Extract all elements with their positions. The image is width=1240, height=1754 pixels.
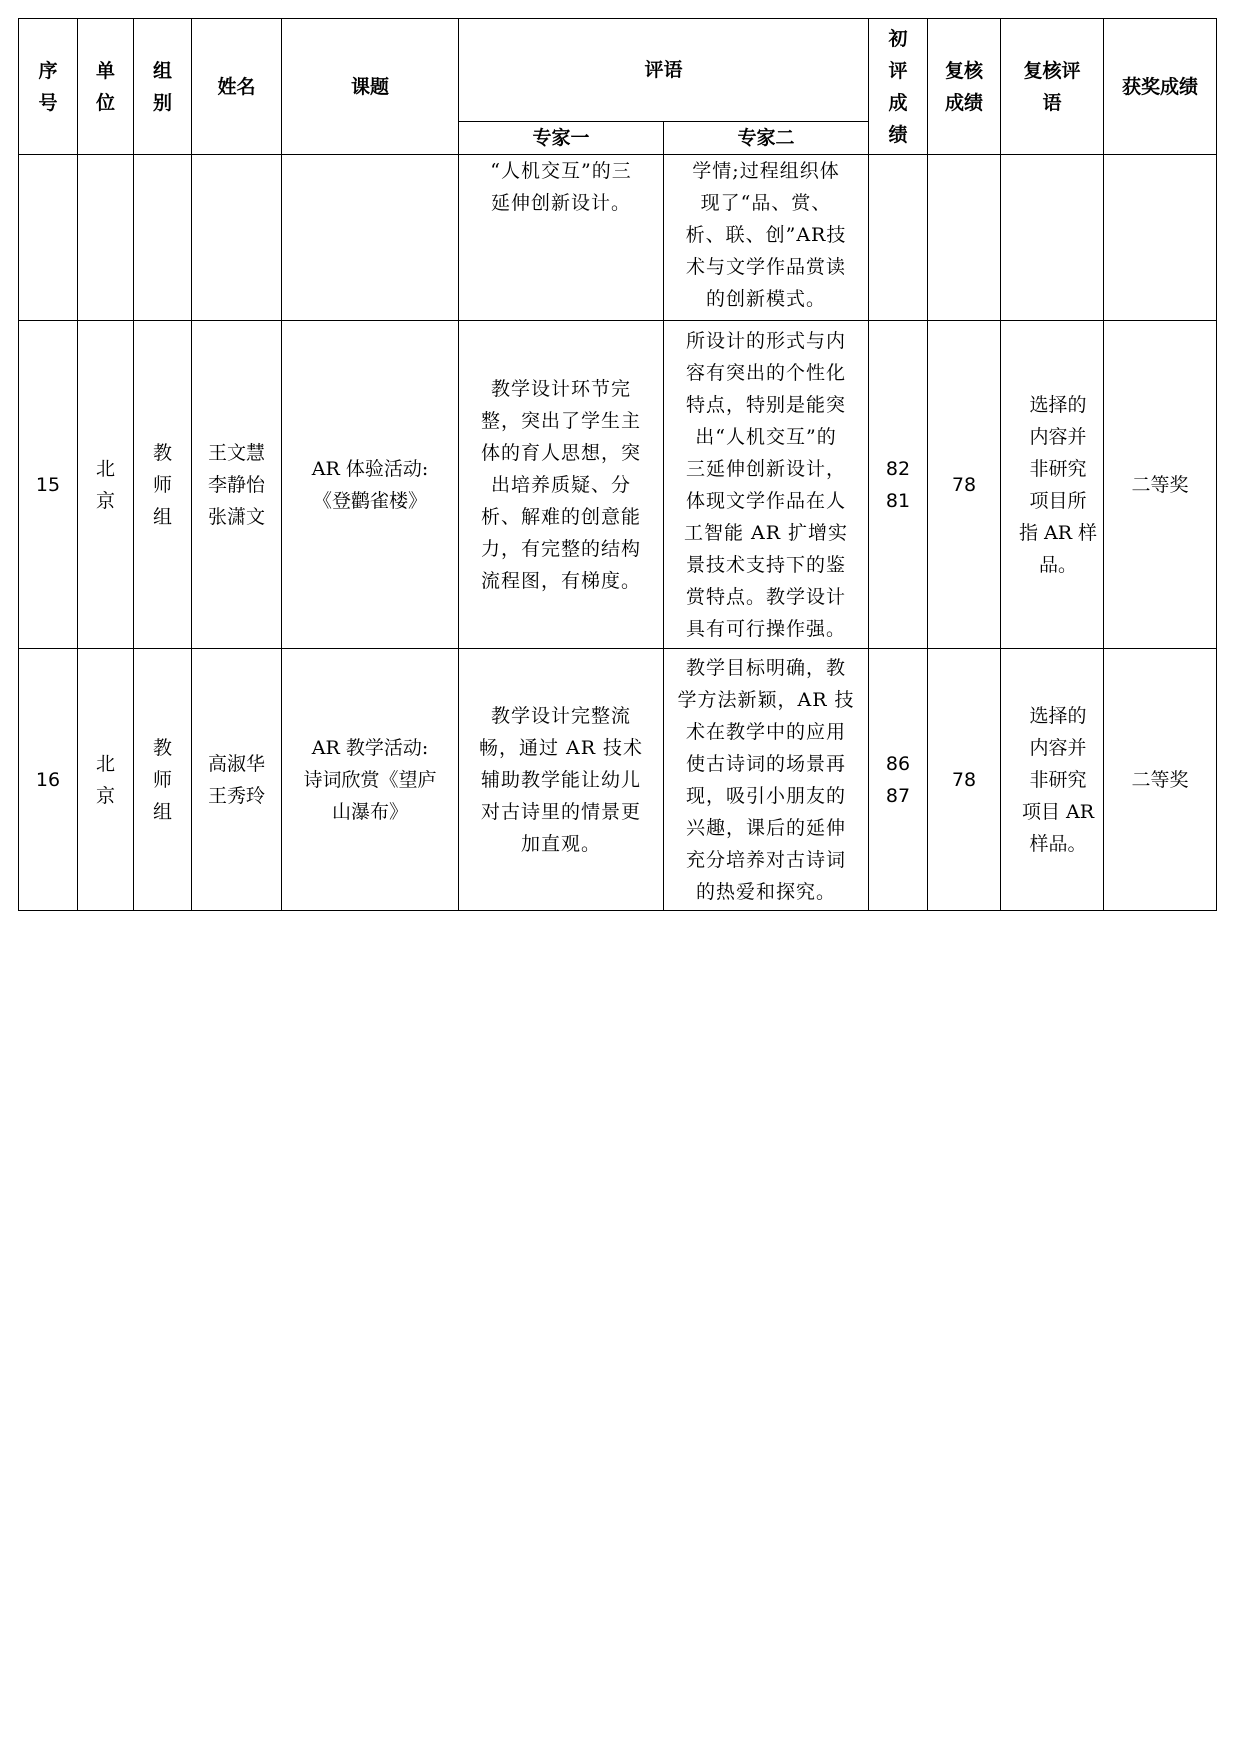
header-review-score: 复核 成绩 — [928, 19, 1001, 155]
row-review-comment: 选择的 内容并 非研究 项目所 指 AR 样 品。 — [1001, 321, 1104, 649]
header-unit: 单 位 — [78, 19, 134, 155]
cont-unit — [78, 155, 134, 321]
row-review-score: 78 — [928, 321, 1001, 649]
row-names: 王文慧 李静怡 张潇文 — [192, 321, 282, 649]
header-group: 组 别 — [134, 19, 192, 155]
cont-initial-score — [869, 155, 928, 321]
row-unit: 北 京 — [78, 649, 134, 911]
cont-review-score — [928, 155, 1001, 321]
header-review-comment: 复核评 语 — [1001, 19, 1104, 155]
cont-group — [134, 155, 192, 321]
row-initial-scores: 82 81 — [869, 321, 928, 649]
row-expert1-comment: 教学设计环节完 整，突出了学生主 体的育人思想，突 出培养质疑、分 析、解难的创意能 力，有完整的结构 流程图，有梯度。 — [459, 321, 664, 649]
cont-name — [192, 155, 282, 321]
header-expert2: 专家二 — [664, 122, 869, 155]
header-comments: 评语 — [459, 19, 869, 122]
row-review-score: 78 — [928, 649, 1001, 911]
header-initial-score: 初 评 成 绩 — [869, 19, 928, 155]
header-award: 获奖成绩 — [1104, 19, 1217, 155]
cont-topic — [282, 155, 459, 321]
header-row — [19, 19, 1217, 122]
table-row — [19, 649, 1217, 911]
cont-review-comment — [1001, 155, 1104, 321]
row-unit: 北 京 — [78, 321, 134, 649]
table-row — [19, 321, 1217, 649]
row-topic: AR 体验活动: 《登鹳雀楼》 — [282, 321, 459, 649]
header-topic: 课题 — [282, 19, 459, 155]
row-award: 二等奖 — [1104, 649, 1217, 911]
header-name: 姓名 — [192, 19, 282, 155]
cont-expert2-comment: 学情;过程组织体 现了“品、赏、 析、联、创”AR技 术与文学作品赏读 的创新模式。 — [664, 155, 869, 321]
row-seq: 15 — [19, 321, 78, 649]
row-expert1-comment: 教学设计完整流 畅，通过 AR 技术 辅助教学能让幼儿 对古诗里的情景更 加直观。 — [459, 649, 664, 911]
row-topic: AR 教学活动: 诗词欣赏《望庐 山瀑布》 — [282, 649, 459, 911]
row-review-comment: 选择的 内容并 非研究 项目 AR 样品。 — [1001, 649, 1104, 911]
header-seq: 序 号 — [19, 19, 78, 155]
header-expert1: 专家一 — [459, 122, 664, 155]
row-expert2-comment: 教学目标明确，教 学方法新颖，AR 技 术在教学中的应用 使古诗词的场景再 现，吸引小朋友的 兴趣，课后的延伸 充分培养对古诗词 的热爱和探究。 — [664, 649, 869, 911]
row-group: 教 师 组 — [134, 649, 192, 911]
row-group: 教 师 组 — [134, 321, 192, 649]
cont-award — [1104, 155, 1217, 321]
continuation-row — [19, 155, 1217, 321]
cont-expert1-comment: “人机交互”的三 延伸创新设计。 — [459, 155, 664, 321]
row-expert2-comment: 所设计的形式与内 容有突出的个性化 特点，特别是能突 出“人机交互”的 三延伸创新设计， 体现文学作品在人 工智能 AR 扩增实 景技术支持下的鉴 赏特点。教学设计 具有可行操作强。 — [664, 321, 869, 649]
award-results-table — [18, 18, 1217, 911]
row-names: 高淑华 王秀玲 — [192, 649, 282, 911]
row-award: 二等奖 — [1104, 321, 1217, 649]
row-initial-scores: 86 87 — [869, 649, 928, 911]
row-seq: 16 — [19, 649, 78, 911]
cont-seq — [19, 155, 78, 321]
